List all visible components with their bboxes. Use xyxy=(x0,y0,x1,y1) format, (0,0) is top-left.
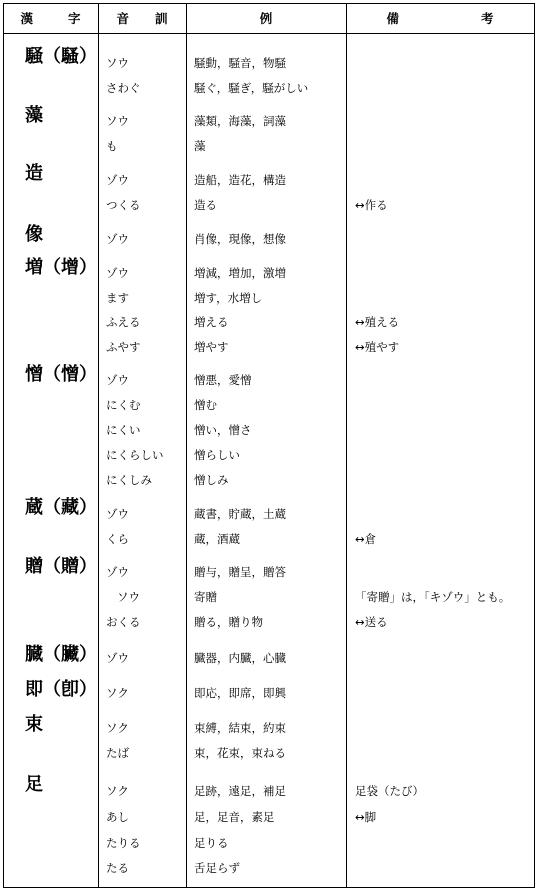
kanji-cell: 蔵（藏） xyxy=(25,497,97,518)
reading-cell: ソウ xyxy=(117,590,140,604)
reading-cell: ふえる xyxy=(106,315,141,329)
header-example-label: 例 xyxy=(259,11,273,26)
header-notes-char-1: 備 xyxy=(386,11,399,26)
note-cell: ↔殖える xyxy=(355,315,400,329)
header-notes xyxy=(346,3,534,33)
kanji-cell: 増（增） xyxy=(25,257,97,278)
header-onkun-char-2: 訓 xyxy=(155,11,168,26)
reading-cell: ソウ xyxy=(106,114,129,128)
example-cell: 騒ぐ，騒ぎ，騒がしい xyxy=(194,81,309,95)
example-cell: 足，足音，素足 xyxy=(194,810,275,824)
reading-cell: ふやす xyxy=(106,340,141,354)
kanji-cell: 贈（贈） xyxy=(25,556,97,577)
example-cell: 増減，増加，激増 xyxy=(194,266,286,280)
example-cell: 憎い，憎さ xyxy=(194,423,252,437)
reading-cell: たる xyxy=(106,861,129,875)
table-border-right xyxy=(534,3,535,888)
example-cell: 束縛，結束，約束 xyxy=(194,721,286,735)
example-cell: 騒動，騒音，物騒 xyxy=(194,56,286,70)
kanji-cell: 像 xyxy=(25,224,43,245)
example-cell: 藻 xyxy=(194,139,206,153)
header-example xyxy=(186,3,346,33)
kanji-cell: 即（卽） xyxy=(25,679,97,700)
reading-cell: おくる xyxy=(106,615,141,629)
reading-cell: ゾウ xyxy=(106,565,129,579)
reading-cell: にくしみ xyxy=(106,473,152,487)
reading-cell: たば xyxy=(106,746,129,760)
example-cell: 贈る，贈り物 xyxy=(194,615,263,629)
header-onkun-char-1: 音 xyxy=(116,11,129,26)
header-kanji-char-1: 漢 xyxy=(20,11,33,26)
reading-cell: さわぐ xyxy=(106,81,141,95)
example-cell: 憎む xyxy=(194,398,217,412)
reading-cell: くら xyxy=(106,532,129,546)
example-cell: 造船，造花，構造 xyxy=(194,173,286,187)
reading-cell: ゾウ xyxy=(106,266,129,280)
example-cell: 憎らしい xyxy=(194,448,240,462)
note-cell: ↔脚 xyxy=(355,810,377,824)
reading-cell: ゾウ xyxy=(106,232,129,246)
reading-cell: あし xyxy=(106,810,129,824)
example-cell: 藻類，海藻，詞藻 xyxy=(194,114,286,128)
example-cell: 臓器，内臓，心臓 xyxy=(194,651,286,665)
reading-cell: ます xyxy=(106,291,129,305)
reading-cell: たりる xyxy=(106,836,141,850)
example-cell: 即応，即席，即興 xyxy=(194,686,286,700)
example-cell: 寄贈 xyxy=(194,590,217,604)
reading-cell: にくむ xyxy=(106,398,141,412)
example-cell: 増える xyxy=(194,315,229,329)
header-onkun xyxy=(98,3,186,33)
example-cell: 蔵書，貯蔵，土蔵 xyxy=(194,507,286,521)
example-cell: 憎しみ xyxy=(194,473,229,487)
example-cell: 増す，水増し xyxy=(194,291,263,305)
reading-cell: ソク xyxy=(106,721,129,735)
reading-cell: にくい xyxy=(106,423,141,437)
example-cell: 贈与，贈呈，贈答 xyxy=(194,565,286,579)
note-cell: 「寄贈」は，「キゾウ」とも。 xyxy=(355,590,511,604)
reading-cell: も xyxy=(106,139,118,153)
example-cell: 束，花束，束ねる xyxy=(194,746,286,760)
jouyou-kanji-table xyxy=(3,3,535,888)
example-cell: 舌足らず xyxy=(194,861,240,875)
header-kanji-char-2: 字 xyxy=(67,11,81,26)
reading-cell: ソク xyxy=(106,784,129,798)
example-cell: 造る xyxy=(194,198,217,212)
column-divider-3 xyxy=(346,3,347,888)
table-border-left xyxy=(3,3,4,888)
kanji-cell: 造 xyxy=(25,163,43,184)
header-kanji xyxy=(3,3,98,33)
reading-cell: ゾウ xyxy=(106,507,129,521)
header-notes-char-2: 考 xyxy=(481,11,494,26)
column-divider-2 xyxy=(186,3,187,888)
kanji-cell: 憎（憎） xyxy=(25,364,97,385)
reading-cell: ゾウ xyxy=(106,173,129,187)
kanji-cell: 臓（臟） xyxy=(25,644,97,665)
kanji-cell: 騒（騷） xyxy=(25,46,97,67)
kanji-cell: 足 xyxy=(25,774,43,795)
header-divider xyxy=(3,33,535,34)
kanji-cell: 束 xyxy=(25,714,43,735)
kanji-cell: 藻 xyxy=(25,105,43,126)
note-cell: 足袋（たび） xyxy=(355,784,424,798)
example-cell: 増やす xyxy=(194,340,229,354)
reading-cell: ゾウ xyxy=(106,651,129,665)
reading-cell: にくらしい xyxy=(106,448,164,462)
example-cell: 蔵，酒蔵 xyxy=(194,532,240,546)
note-cell: ↔倉 xyxy=(355,532,377,546)
column-divider-1 xyxy=(98,3,99,888)
table-border-bottom xyxy=(3,887,535,888)
reading-cell: ゾウ xyxy=(106,373,129,387)
note-cell: ↔殖やす xyxy=(355,340,400,354)
note-cell: ↔作る xyxy=(355,198,388,212)
reading-cell: ソウ xyxy=(106,56,129,70)
reading-cell: つくる xyxy=(106,198,141,212)
example-cell: 足りる xyxy=(194,836,229,850)
reading-cell: ソク xyxy=(106,686,129,700)
example-cell: 足跡，遠足，補足 xyxy=(194,784,286,798)
example-cell: 肖像，現像，想像 xyxy=(194,232,286,246)
note-cell: ↔送る xyxy=(355,615,388,629)
example-cell: 憎悪，愛憎 xyxy=(194,373,252,387)
